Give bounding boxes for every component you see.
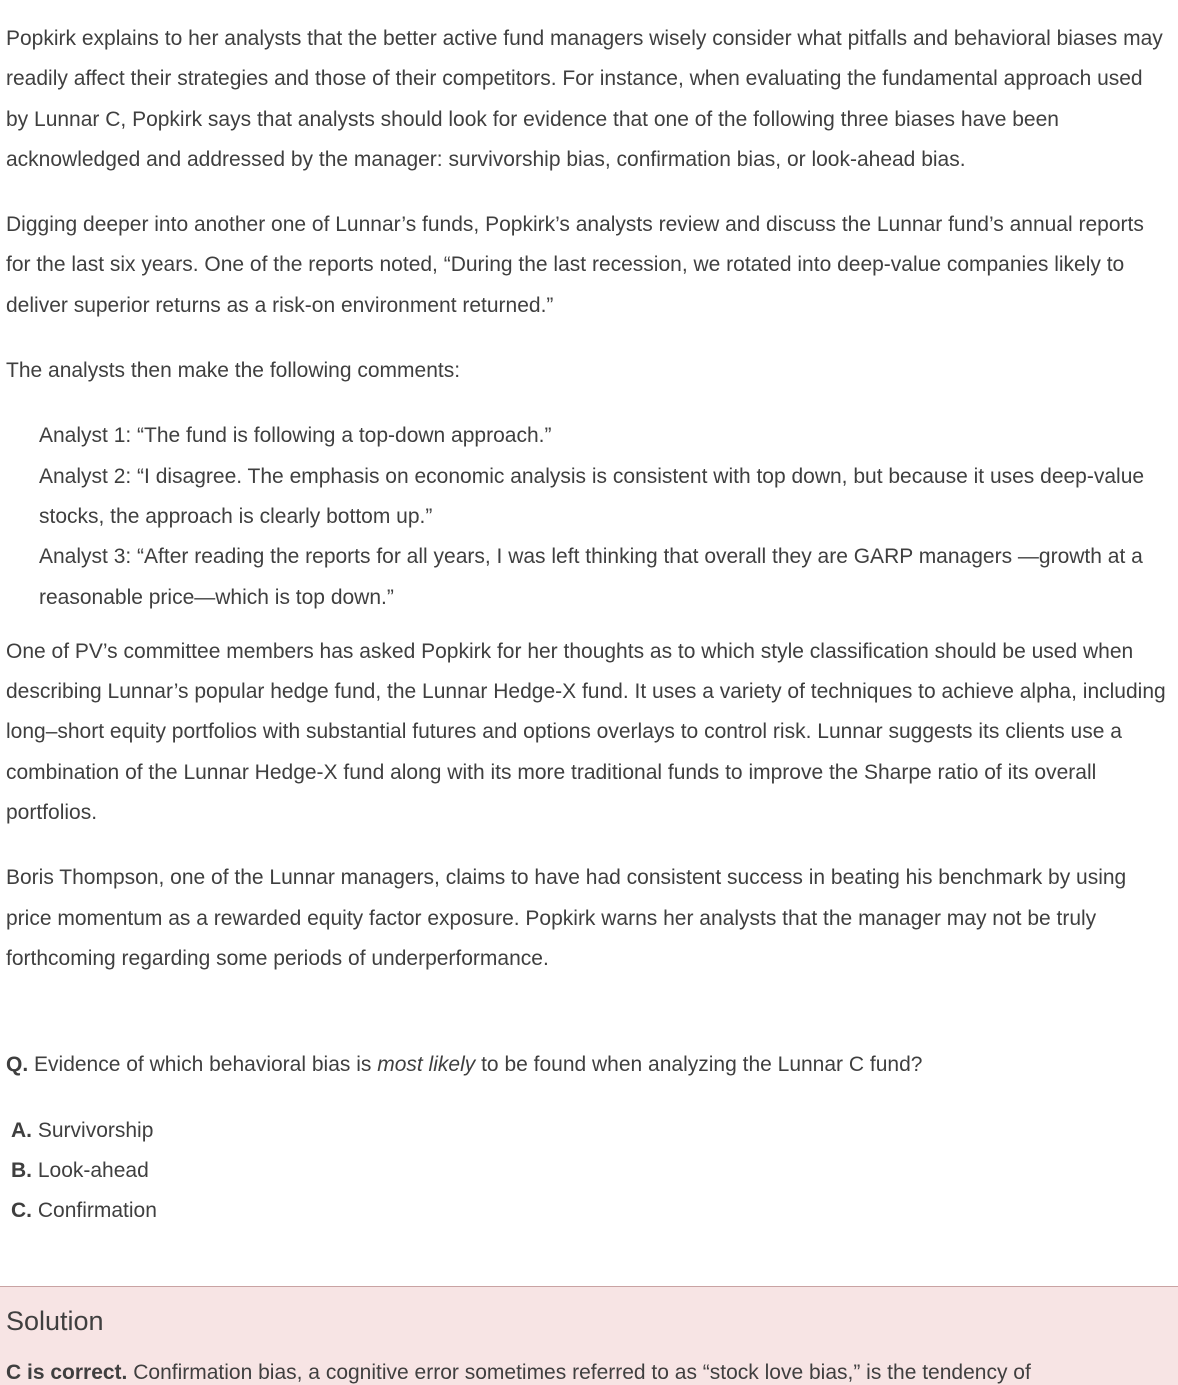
option-a[interactable] [11, 1111, 1170, 1151]
paragraph-annual-reports: Digging deeper into another one of Lunnar’s funds, Popkirk’s analysts review and discuss the Lunnar fund’s annual reports for the last six years. One of the reports noted, “During the last recession, we rotated into deep-value companies likely to deliver superior returns as a risk-on environment returned.” [6, 213, 1144, 317]
option-a-letter: A. [11, 1118, 32, 1142]
option-c-letter: C. [11, 1199, 32, 1223]
question-emphasis: most likely [377, 1053, 476, 1077]
solution-panel [0, 1286, 1178, 1385]
paragraph-boris-thompson: Boris Thompson, one of the Lunnar managers, claims to have had consistent success in beating his benchmark by using price momentum as a rewarded equity factor exposure. Popkirk warns her analysts that the manager may not be truly forthcoming regarding some periods of underperformance. [6, 866, 1127, 970]
paragraph-popkirk-biases: Popkirk explains to her analysts that the better active fund managers wisely consider what pitfalls and behavioral biases may readily affect their strategies and those of their competitors. For instance, when evaluating the fundamental approach used by Lunnar C, Popkirk says that analysts should look for evidence that one of the following three biases have been acknowledged and addressed by the manager: survivorship bias, confirmation bias, or look-ahead bias. [6, 27, 1163, 171]
option-b-text: Look-ahead [37, 1158, 149, 1182]
option-c-text: Confirmation [37, 1199, 157, 1223]
question-label: Q. [6, 1053, 29, 1077]
analyst-3-comment: Analyst 3: “After reading the reports for all years, I was left thinking that overall they are GARP managers —growth at a reasonable price—which is top down.” [39, 545, 1143, 609]
paragraph-hedge-x-fund: One of PV’s committee members has asked Popkirk for her thoughts as to which style classification should be used when describing Lunnar’s popular hedge fund, the Lunnar Hedge-X fund. It uses a variety of techniques to achieve alpha, including long–short equity portfolios with substantial futures and options overlays to control risk. Lunnar suggests its clients use a combination of the Lunnar Hedge-X fund along with its more traditional funds to improve the Sharpe ratio of its overall portfolios. [6, 639, 1166, 825]
question-content [6, 19, 1170, 1231]
option-c[interactable] [11, 1191, 1170, 1231]
option-b-letter: B. [11, 1158, 32, 1182]
solution-correct-label: C is correct. [6, 1361, 128, 1384]
option-b[interactable] [11, 1151, 1170, 1191]
answer-options [11, 1111, 1170, 1232]
paragraph-analyst-comments-intro: The analysts then make the following comments: [6, 359, 461, 383]
question-text [6, 1045, 1170, 1085]
question-text-after: to be found when analyzing the Lunnar C fund? [481, 1053, 923, 1077]
solution-title: Solution [6, 1306, 104, 1336]
analyst-1-comment: Analyst 1: “The fund is following a top-down approach.” [39, 424, 552, 448]
analyst-comments [39, 416, 1170, 617]
solution-explanation: Confirmation bias, a cognitive error sometimes referred to as “stock love bias,” is the tendency of [133, 1361, 1031, 1384]
option-a-text: Survivorship [37, 1118, 154, 1142]
question-text-before: Evidence of which behavioral bias is [34, 1053, 372, 1077]
solution-text [6, 1353, 1170, 1385]
analyst-2-comment: Analyst 2: “I disagree. The emphasis on economic analysis is consistent with top down, but because it uses deep-value stocks, the approach is clearly bottom up.” [39, 464, 1145, 528]
